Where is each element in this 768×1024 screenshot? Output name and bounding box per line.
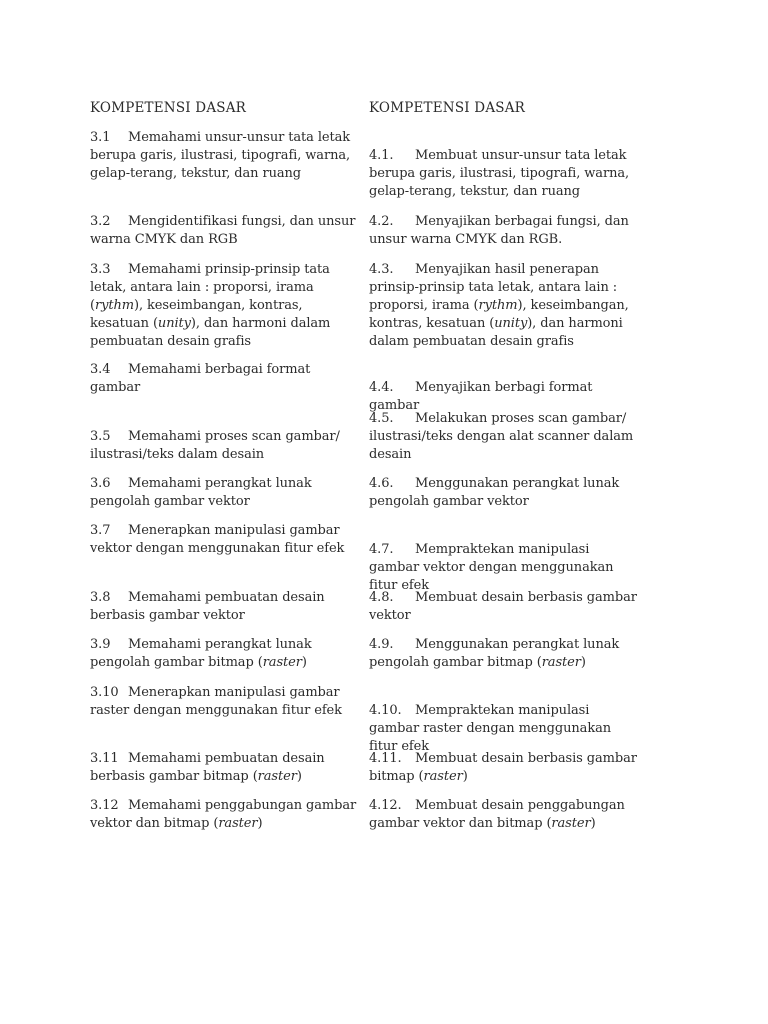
item-text: Memahami penggabungan gambar vektor dan bitmap (raster): [90, 798, 357, 831]
item-number: 4.1.: [369, 148, 394, 163]
item-text: Menggunakan perangkat lunak pengolah gambar bitmap (raster): [369, 637, 620, 670]
kd-item-3-5: [90, 428, 360, 464]
item-text: Menyajikan berbagai fungsi, dan unsur warna CMYK dan RGB.: [369, 214, 629, 247]
item-text: Menggunakan perangkat lunak pengolah gambar vektor: [369, 476, 620, 509]
kd-item-3-1: [90, 129, 360, 183]
item-text: Menyajikan hasil penerapan prinsip-prinsip tata letak, antara lain : proporsi, irama (rythm), keseimbangan, kontras, kesatuan (unity), dan harmoni dalam pembuatan desain grafis: [369, 262, 629, 349]
item-number: 3.2: [90, 214, 111, 229]
kd-item-3-10: [90, 684, 360, 720]
item-text: Mengidentifikasi fungsi, dan unsur warna CMYK dan RGB: [90, 214, 356, 247]
kd-item-4-11: [369, 750, 639, 786]
item-number: 3.10: [90, 685, 119, 700]
item-number: 3.9: [90, 637, 111, 652]
item-number: 3.12: [90, 798, 119, 813]
item-number: 3.1: [90, 130, 111, 145]
item-text: Memahami pembuatan desain berbasis gambar bitmap (raster): [90, 751, 325, 784]
kd-item-3-4: [90, 361, 360, 397]
item-number: 4.6.: [369, 476, 394, 491]
item-number: 4.7.: [369, 542, 394, 557]
kd-item-4-5: [369, 410, 639, 464]
item-text: Memahami perangkat lunak pengolah gambar bitmap (raster): [90, 637, 312, 670]
item-number: 4.5.: [369, 411, 394, 426]
item-number: 3.6: [90, 476, 111, 491]
item-text: Mempraktekan manipulasi gambar vektor dengan menggunakan fitur efek: [369, 542, 614, 593]
kd-item-4-10: [369, 702, 639, 756]
item-number: 3.3: [90, 262, 111, 277]
item-number: 4.3.: [369, 262, 394, 277]
item-text: Memahami prinsip-prinsip tata letak, antara lain : proporsi, irama (rythm), keseimbangan, kontras, kesatuan (unity), dan harmoni dalam pembuatan desain grafis: [90, 262, 331, 349]
item-text: Menerapkan manipulasi gambar vektor dengan menggunakan fitur efek: [90, 523, 345, 556]
kd-item-3-6: [90, 475, 360, 511]
item-number: 4.4.: [369, 380, 394, 395]
kd-item-3-2: [90, 213, 360, 249]
item-number: 4.8.: [369, 590, 394, 605]
item-text: Memahami proses scan gambar/ ilustrasi/teks dalam desain: [90, 429, 340, 462]
item-text: Mempraktekan manipulasi gambar raster dengan menggunakan fitur efek: [369, 703, 612, 754]
kd-item-4-9: [369, 636, 639, 672]
kd-item-4-12: [369, 797, 639, 833]
item-text: Membuat desain penggabungan gambar vektor dan bitmap (raster): [369, 798, 625, 831]
item-number: 4.12.: [369, 798, 402, 813]
item-number: 3.7: [90, 523, 111, 538]
item-number: 4.9.: [369, 637, 394, 652]
item-text: Membuat desain berbasis gambar bitmap (raster): [369, 751, 637, 784]
kd-item-3-3: [90, 261, 360, 351]
item-text: Membuat desain berbasis gambar vektor: [369, 590, 637, 623]
kd-item-3-11: [90, 750, 360, 786]
item-number: 4.2.: [369, 214, 394, 229]
item-number: 3.4: [90, 362, 111, 377]
item-text: Memahami unsur-unsur tata letak berupa garis, ilustrasi, tipografi, warna, gelap-terang, tekstur, dan ruang: [90, 130, 351, 181]
kd-item-4-6: [369, 475, 639, 511]
kd-item-3-12: [90, 797, 360, 833]
kd-item-4-2: [369, 213, 639, 249]
kd-item-4-8: [369, 589, 639, 625]
item-text: Memahami pembuatan desain berbasis gambar vektor: [90, 590, 325, 623]
item-text: Membuat unsur-unsur tata letak berupa garis, ilustrasi, tipografi, warna, gelap-terang, tekstur, dan ruang: [369, 148, 630, 199]
item-number: 4.11.: [369, 751, 402, 766]
kd-item-4-7: [369, 541, 639, 595]
kd-item-3-7: [90, 522, 360, 558]
kd-item-3-9: [90, 636, 360, 672]
item-text: Memahami perangkat lunak pengolah gambar vektor: [90, 476, 312, 509]
kd-item-3-8: [90, 589, 360, 625]
item-text: Menerapkan manipulasi gambar raster dengan menggunakan fitur efek: [90, 685, 342, 718]
right-column-heading: KOMPETENSI DASAR: [369, 100, 526, 116]
item-number: 4.10.: [369, 703, 402, 718]
item-text: Menyajikan berbagi format gambar: [369, 380, 593, 413]
kd-item-4-3: [369, 261, 639, 351]
item-text: Melakukan proses scan gambar/ ilustrasi/teks dengan alat scanner dalam desain: [369, 411, 634, 462]
item-text: Memahami berbagai format gambar: [90, 362, 311, 395]
kd-item-4-1: [369, 147, 639, 201]
item-number: 3.11: [90, 751, 119, 766]
left-column-heading: KOMPETENSI DASAR: [90, 100, 247, 116]
item-number: 3.8: [90, 590, 111, 605]
item-number: 3.5: [90, 429, 111, 444]
